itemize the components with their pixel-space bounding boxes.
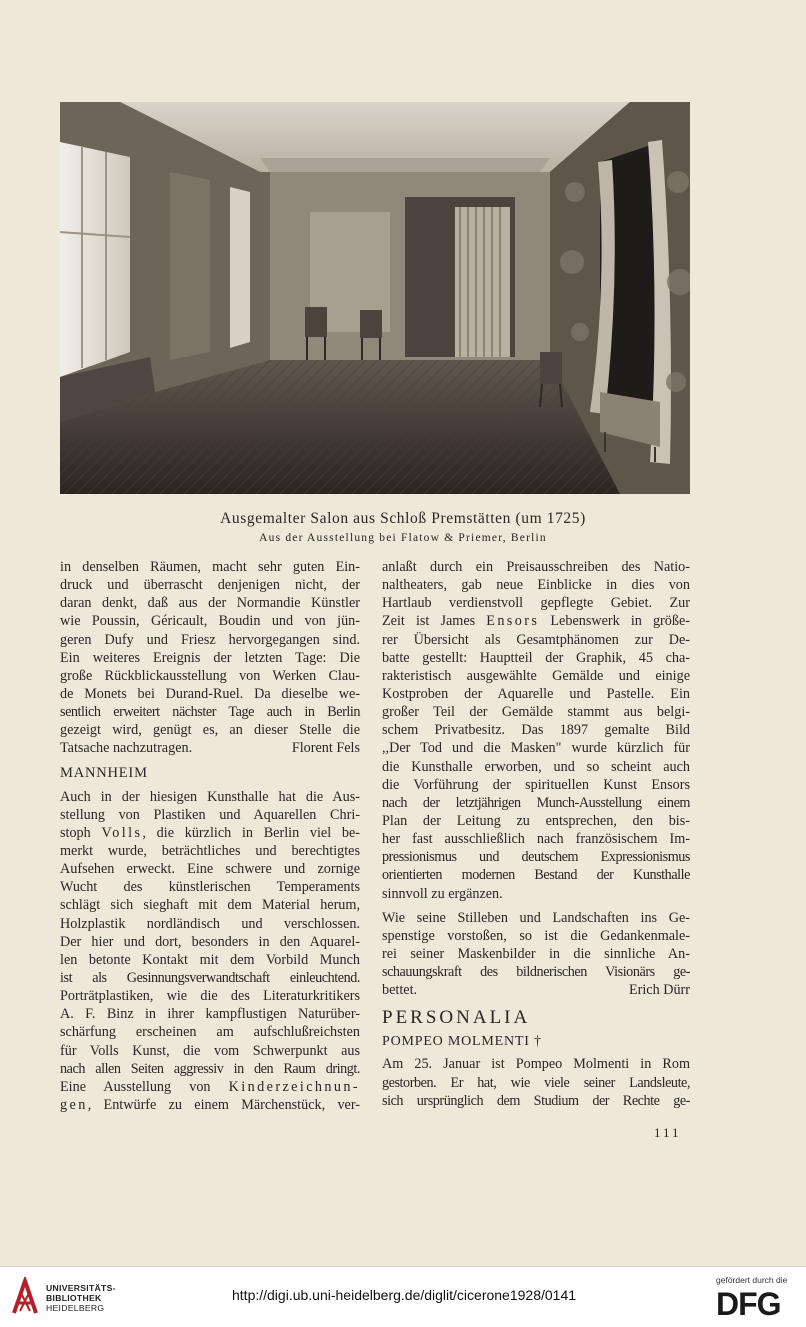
text-line: de Monets bei Durand-Ruel. Da dieselbe we- [60,685,360,702]
right-column [382,558,690,1110]
text-line: sinnvoll zu ergänzen. [382,885,503,902]
author-signature: Florent Fels [291,740,360,757]
spaced-name-ensors: Ensors [486,613,540,630]
salon-photograph [60,102,690,494]
text-line: rer Übersicht als Gesamtphänomen zur De- [382,631,690,648]
text-line: nach allen Seiten aggressiv in den Raum dringt. [60,1060,360,1077]
text-line: daran denkt, daß aus der Normandie Künstler [60,595,360,612]
university-name-line: HEIDELBERG [46,1303,105,1313]
text-line: die Vorführung der spirituellen Kunst Ensors [382,776,690,793]
text-line: Ein weiteres Ereignis der letzten Tage: Die [60,649,360,666]
text-line: ist als Gesinnungsverwandtschaft einleuchtend. [60,969,360,986]
text-line: her fast ausschließlich nach französischem Im- [382,831,690,848]
university-name-line: BIBLIOTHEK [46,1293,102,1303]
author-signature: Erich Dürr [628,982,690,999]
text-fragment: Zeit ist James [382,613,476,630]
text-line: A. F. Binz in ihrer kampflustigen Naturüber- [60,1006,360,1023]
text-line: druck und überrascht denjenigen nicht, der [60,577,360,594]
text-line: geren Dufy und Friesz hervorgegangen sind. [60,631,360,648]
text-line: Wie seine Stilleben und Landschaften ins Ge- [382,909,690,926]
text-line: schem Privatbesitz. Das 1897 gemalte Bild [382,722,690,739]
spaced-word-gen: gen [60,1096,88,1113]
text-line: Kostproben der Aquarelle und Pastelle. Ein [382,685,690,702]
text-fragment: Lebenswerk in größe- [550,613,690,630]
text-line: Auch in der hiesigen Kunsthalle hat die Aus- [60,788,360,805]
left-column [60,558,360,1114]
page-number: 111 [654,1125,682,1140]
text-line: Porträtplastiken, wie die des Literaturkritikers [60,988,360,1005]
text-line: für Volls Kunst, die vom Schwerpunkt aus [60,1042,360,1059]
text-fragment: Eine Ausstellung von [60,1078,211,1095]
text-line: naltheaters, gab neue Einblicke in dies von [382,577,690,594]
text-line: Aufsehen erweckt. Eine schwere und zornige [60,861,360,878]
text-line: Der hier und dort, besonders in den Aquarel- [60,933,360,950]
text-line: schauungskraft des bildnerischen Visionärs ge- [382,964,690,981]
signature-line [60,739,360,757]
subsection-title-molmenti: POMPEO MOLMENTI † [382,1034,542,1050]
sponsor-label: gefördert durch die [716,1275,788,1285]
text-line: Am 25. Januar ist Pompeo Molmenti in Rom [382,1056,690,1073]
text-line [60,1096,360,1114]
signature-line [382,981,690,999]
text-line [382,612,690,630]
text-line [60,1078,360,1096]
university-name-line: UNIVERSITÄTS- [46,1283,116,1293]
permalink-url[interactable]: http://digi.ub.uni-heidelberg.de/diglit/cicerone1928/0141 [232,1287,577,1303]
text-line: sich ursprünglich dem Studium der Rechte ge- [382,1092,690,1109]
text-line: nach der letztjährigen Munch-Ausstellung einem [382,794,690,811]
text-line: merkt wurde, beträchtliches und berechtigtes [60,842,360,859]
text-line: orientierten modernen Bestand der Kunsthalle [382,867,690,884]
salon-photograph-drawing [60,102,690,494]
text-fragment: , die kürzlich in Berlin viel be- [142,824,361,841]
text-line: ,,Der Tod und die Masken" wurde kürzlich für [382,740,690,757]
text-line: großer Teil der Gemälde stammt aus belgi- [382,704,690,721]
text-line: die Kunsthalle erworben, und so scheint auch [382,758,690,775]
signature-line-text: Tatsache nachzutragen. [60,740,193,757]
text-line: gezeigt wird, genügt es, an dieser Stelle die [60,722,360,739]
text-line: anlaßt durch ein Preisausschreiben des Natio- [382,559,690,575]
text-line: rakteristisch ausgewählte Gemälde und einige [382,667,690,684]
text-line: in denselben Räumen, macht sehr guten Ein- [60,559,360,575]
text-line: rei seiner Maskenbilder in die sinnliche An- [382,945,690,962]
signature-line-text: bettet. [382,982,418,999]
section-title-personalia: PERSONALIA [382,1007,531,1029]
text-line: spenstige vorstoßen, so ist die Gedankenmale- [382,927,690,944]
university-library-name [46,1283,116,1313]
figure-caption: Ausgemalter Salon aus Schloß Premstätten (um 1725) [220,510,586,527]
spaced-word-kinderzeichnungen: Kinderzeichnun- [228,1078,360,1095]
text-line: Hartlaub verdienstvoll gepflegte Gebiet. Zur [382,595,690,612]
text-line: Plan der Leitung zu entsprechen, den bis- [382,812,690,829]
spaced-name-volls: Volls [101,824,143,841]
text-line: gestorben. Er hat, wie viele seiner Landsleute, [382,1074,690,1091]
text-fragment: stoph [60,824,91,841]
text-line: len betonte Kontakt mit dem Vorbild Munch [60,951,360,968]
text-line: pressionismus und deutschem Expressionismus [382,849,690,866]
footer-bar [0,1266,806,1327]
text-line [60,824,360,842]
text-line: wie Poussin, Géricault, Boudin und von jün- [60,613,360,630]
text-line: sentlich erweitert nächster Tage auch in Berlin [60,704,360,721]
text-line: stellung von Plastiken und Aquarellen Chri- [60,806,360,823]
dfg-logo[interactable]: DFG [716,1286,781,1322]
text-line: große Rückblickausstellung von Werken Clau- [60,667,360,684]
text-line: batte gestellt: Hauptteil der Graphik, 45 cha- [382,649,690,666]
university-logo-icon[interactable] [10,1277,40,1317]
figure-credit: Aus der Ausstellung bei Flatow & Priemer, Berlin [259,532,547,544]
text-line: schärfung erscheinen am aufschlußreichsten [60,1024,360,1041]
text-fragment: , Entwürfe zu einem Märchenstück, ver- [87,1096,360,1113]
text-line: Wucht des künstlerischen Temperaments [60,879,360,896]
section-title-mannheim: MANNHEIM [60,764,148,781]
text-line: Holzplastik nordländisch und verschlossen. [60,915,360,932]
text-line: schlägt sich sieghaft mit dem Material herum, [60,897,360,914]
